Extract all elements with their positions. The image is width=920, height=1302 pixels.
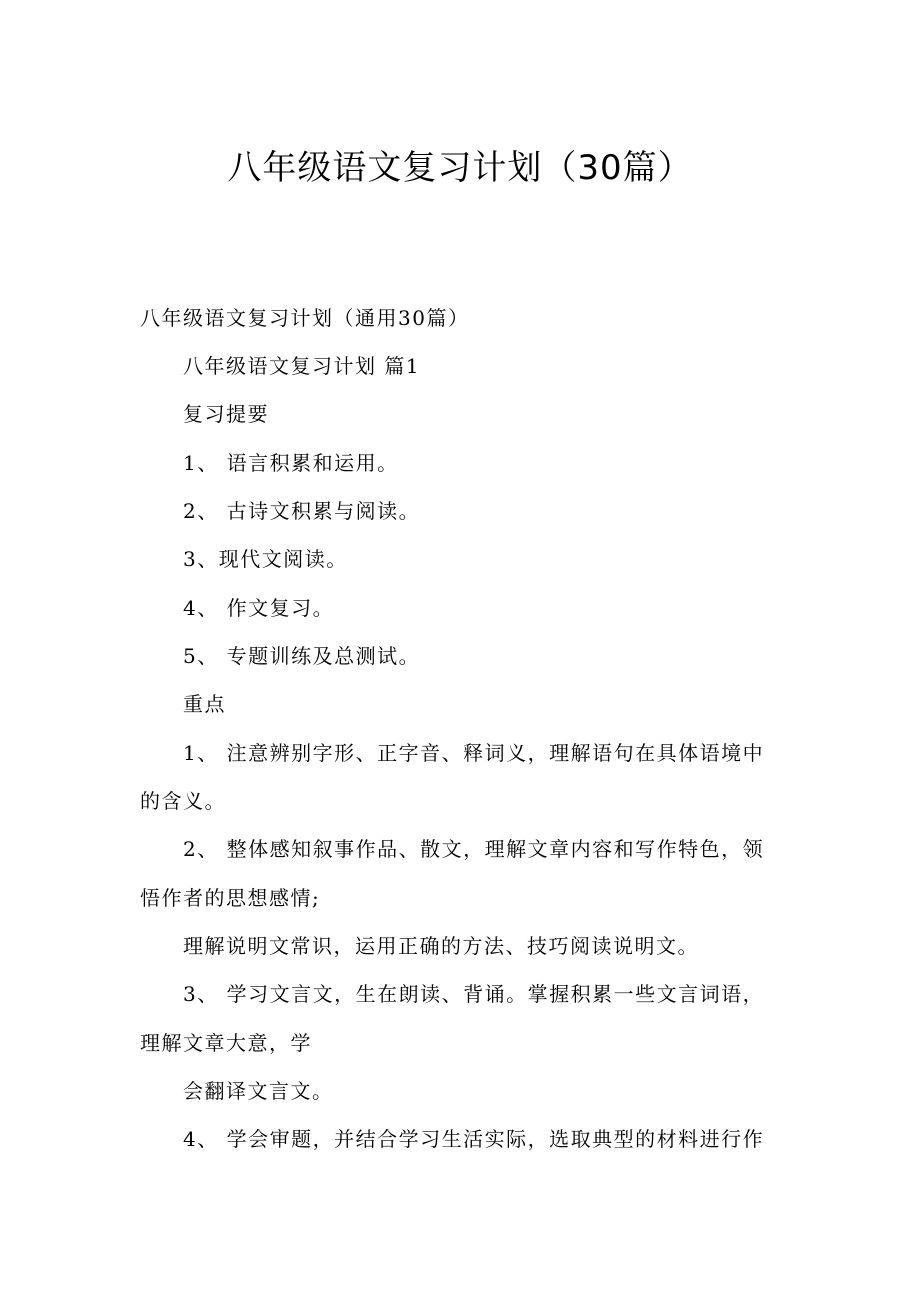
paragraph-line: 的含义。	[140, 789, 226, 813]
paragraph-line: 4、 学会审题，并结合学习生活实际，选取典型的材料进行作	[183, 1127, 765, 1151]
paragraph-line: 理解文章大意，学	[140, 1031, 312, 1055]
paragraph-line: 1、 注意辨别字形、正字音、释词义，理解语句在具体语境中	[183, 741, 765, 765]
subtitle-line: 八年级语文复习计划（通用30篇）	[140, 306, 470, 330]
list-item: 1、 语言积累和运用。	[183, 451, 399, 475]
list-item: 2、 古诗文积累与阅读。	[183, 499, 421, 523]
paragraph-line: 会翻译文言文。	[183, 1079, 334, 1103]
document-title: 八年级语文复习计划（30篇）	[227, 148, 693, 188]
paragraph-line: 复习提要	[183, 402, 269, 426]
list-item: 3、现代文阅读。	[183, 547, 348, 571]
list-item: 5、 专题训练及总测试。	[183, 644, 421, 668]
paragraph-line: 理解说明文常识，运用正确的方法、技巧阅读说明文。	[183, 934, 699, 958]
list-item: 4、 作文复习。	[183, 596, 335, 620]
paragraph-line: 3、 学习文言文，生在朗读、背诵。掌握积累一些文言词语，	[183, 982, 765, 1006]
paragraph-line: 重点	[183, 692, 226, 716]
paragraph-line: 悟作者的思想感情;	[140, 886, 321, 910]
section-heading: 八年级语文复习计划 篇1	[183, 354, 421, 378]
paragraph-line: 2、 整体感知叙事作品、散文，理解文章内容和写作特色，领	[183, 837, 765, 861]
